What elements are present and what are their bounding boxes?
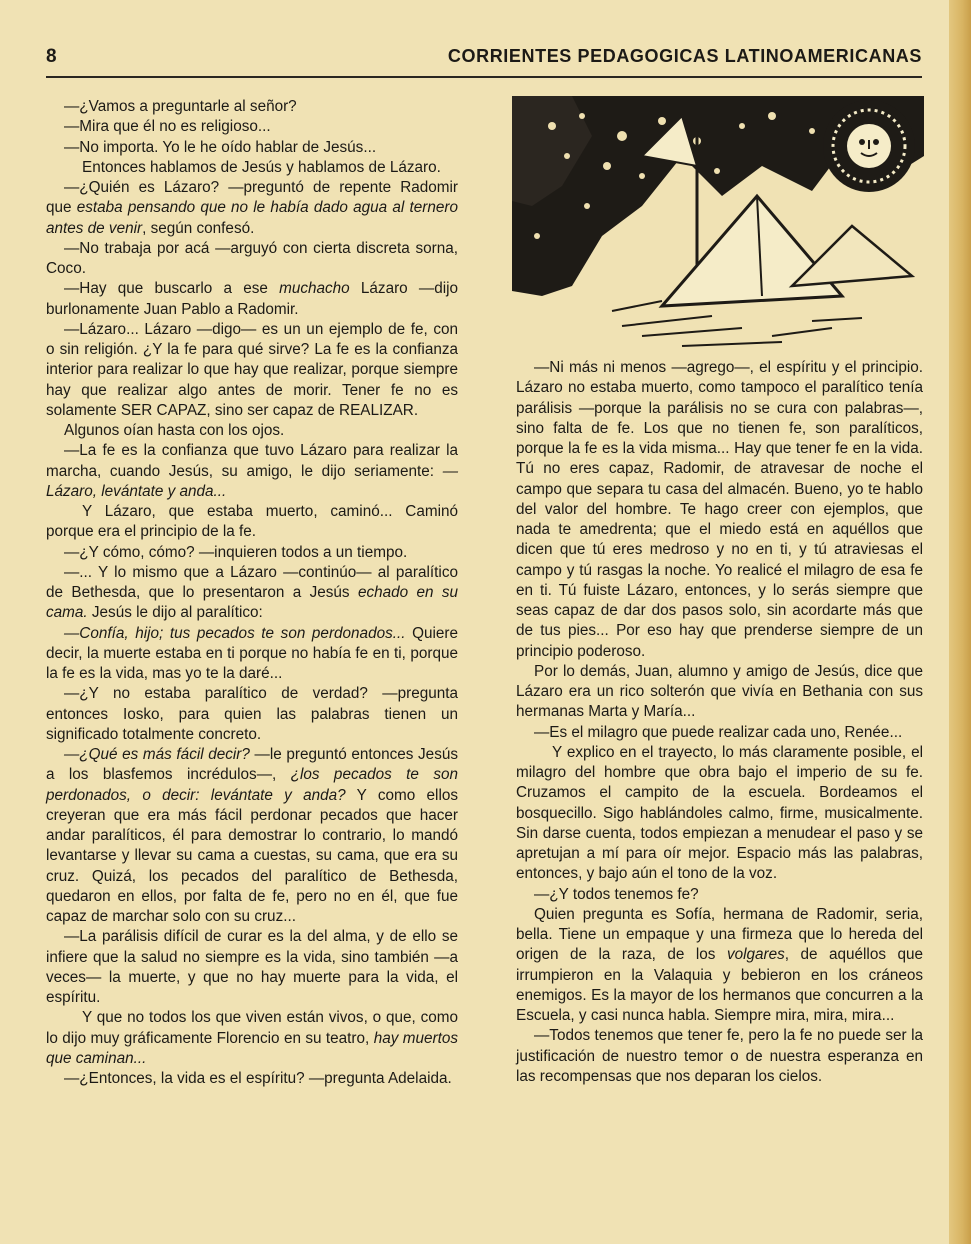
paragraph bbox=[46, 502, 458, 543]
text-run: Y Lázaro, que estaba muerto, caminó... Caminó porque era el principio de la fe. bbox=[46, 503, 458, 541]
text-run: Lázaro —dijo burlonamente Juan Pablo a Radomir. bbox=[46, 280, 459, 318]
text-run: —... Y lo mismo que a Lázaro —continúo— al paralítico de Bethesda, que lo presentaron a Jesús bbox=[46, 563, 458, 601]
italic-text: volgares bbox=[726, 946, 785, 964]
text-run: Y como ellos creyeran que era más fácil perdonar pecados que hacer andar paralíticos, él para demostrar lo contrario, lo mandó levantarse y llevar su cama a cuestas, su cama, que era su cruz. Quizá, los pecados del paralítico de Bethesda, quedaron en ellos, por falta de fe, pero no en él, que fue capaz de marchar solo con su cruz... bbox=[46, 786, 458, 925]
paragraph bbox=[46, 117, 458, 137]
text-run: —Mira que él no es religioso... bbox=[64, 118, 271, 136]
text-run: Por lo demás, Juan, alumno y amigo de Jesús, dice que Lázaro era un rico solterón que vivía en Bethania con sus hermanas Marta y María... bbox=[516, 662, 923, 721]
running-title: CORRIENTES PEDAGOGICAS LATINOAMERICANAS bbox=[447, 46, 922, 66]
text-run: —le preguntó entonces Jesús a los blasfemos incrédulos—, bbox=[46, 746, 458, 784]
paragraph bbox=[516, 723, 923, 743]
text-run: —La fe es la confianza que tuvo Lázaro para realizar la marcha, cuando Jesús, su amigo, le dijo seriamente: bbox=[46, 442, 458, 480]
italic-text: ¿los pecados te son perdonados, o decir: levántate y anda? bbox=[46, 766, 458, 804]
text-run: —No trabaja por acá —arguyó con cierta discreta sorna, Coco. bbox=[46, 239, 458, 277]
text-run: —¿Vamos a preguntarle al señor? bbox=[64, 98, 297, 115]
paragraph bbox=[46, 178, 458, 239]
text-run: —Todos tenemos que tener fe, pero la fe no puede ser la justificación de nuestro temor o de nuestra esperanza en las recompensas que nos deparan los cielos. bbox=[516, 1027, 923, 1085]
italic-text: estaba pensando que no le había dado agua al ternero antes de venir bbox=[46, 199, 458, 237]
paragraph bbox=[516, 1026, 923, 1087]
text-run: —No importa. Yo le he oído hablar de Jesús... bbox=[64, 138, 377, 156]
text-run: Y explico en el trayecto, lo más claramente posible, el milagro del hombre que obra bajo el imperio de su fe. Cruzamos el campito de la escuela. Bordeamos el bosquecillo. Sigo hablándoles calmo, firme, musicalmente. Sin darse cuenta, todos empiezan a menudear el paso y se apretujan a mí para oír mejor. Espacio más las palabras, entonces, y bajo aún el tono de la voz. bbox=[516, 743, 923, 883]
italic-text: echado en su cama. bbox=[46, 584, 459, 622]
text-run: Entonces hablamos de Jesús y hablamos de Lázaro. bbox=[82, 158, 441, 176]
text-run: —Es el milagro que puede realizar cada uno, Renée... bbox=[534, 723, 903, 741]
page-number: 8 bbox=[46, 46, 57, 67]
paragraph bbox=[46, 320, 458, 421]
paragraph bbox=[516, 358, 923, 662]
paragraph bbox=[516, 662, 923, 723]
italic-text: —Confía, hijo; tus pecados te son perdonados... bbox=[64, 624, 406, 642]
text-run: —Lázaro... Lázaro —digo— es un un ejemplo de fe, con o sin religión. ¿Y la fe para qué sirve? La fe es la confianza interior para realizar lo que hay que realizar, porque siempre hay que realizar algo antes de morir. Tener fe no es solamente SER CAPAZ, sino ser capaz de REALIZAR. bbox=[46, 320, 458, 419]
text-run: —¿Quién es Lázaro? —preguntó de repente Radomir que bbox=[46, 179, 458, 217]
text-run: , según confesó. bbox=[142, 219, 255, 237]
text-run: Y que no todos los que viven están vivos, o que, como lo dijo muy gráficamente Florencio en su teatro, bbox=[46, 1009, 458, 1047]
text-run: Algunos oían hasta con los ojos. bbox=[64, 422, 285, 439]
paragraph bbox=[46, 138, 458, 158]
paragraph bbox=[516, 905, 923, 1027]
text-run: Quien pregunta es Sofía, hermana de Radomir, seria, bella. Tiene un empaque y una firmeza que lo hereda del origen de la raza, de los bbox=[516, 905, 923, 964]
text-run: Jesús le dijo al paralítico: bbox=[87, 604, 263, 622]
text-run: —La parálisis difícil de curar es la del alma, y de ello se infiere que la salud no siempre es la vida, sino también —a veces— la muerte, y que no hay muerte para la vida, el espíritu. bbox=[46, 928, 458, 1006]
italic-text: hay muertos que caminan... bbox=[46, 1029, 459, 1067]
right-text-column bbox=[516, 358, 923, 1087]
page-header bbox=[46, 46, 922, 76]
paragraph bbox=[46, 158, 458, 178]
paragraph bbox=[46, 441, 458, 502]
paragraph bbox=[46, 563, 458, 624]
page-edge bbox=[949, 0, 971, 1244]
woodcut-sun-and-tents-icon bbox=[512, 96, 924, 354]
italic-text: muchacho bbox=[279, 280, 350, 298]
paragraph bbox=[46, 543, 458, 563]
paragraph bbox=[46, 745, 458, 927]
paragraph bbox=[46, 1069, 458, 1089]
paragraph bbox=[46, 624, 458, 685]
paragraph bbox=[46, 97, 458, 117]
left-text-column bbox=[46, 97, 458, 1089]
text-run: —Ni más ni menos —agrego—, el espíritu y el principio. Lázaro no estaba muerto, como tampoco el paralítico tenía parálisis —porque la parálisis no se cura con palabras—, sino falta de fe. Los que no tienen fe, son paralíticos, porque la fe es la vida misma... Hay que tener fe en la vida. Tú no eres capaz, Radomir, de atravesar de noche el campo que separa tu casa del almacén. Bueno, yo te hablo del valor del hombre. Te hago creer con ejemplos, que nada te amedrenta; que el miedo está en aquéllos que dicen que tú eres medroso y no en ti, y tú atraviesas el campo y tú rasgas la noche. Yo realicé el milagro de esa fe en ti. Tú fuiste Lázaro, entonces, y lo serás siempre que seas capaz de dar dos pasos solo, sin acordarte más que de tus pies... Por eso hay que prenderse siempre de un principio poderoso. bbox=[516, 359, 923, 660]
paragraph bbox=[46, 279, 458, 320]
paragraph bbox=[46, 684, 458, 745]
text-run: Quiere decir, la muerte estaba en ti porque no había fe en ti, porque la fe es la vida, mas yo te la daré... bbox=[46, 624, 458, 682]
text-run: —¿Entonces, la vida es el espíritu? —pregunta Adelaida. bbox=[64, 1070, 452, 1087]
text-run: —Hay que buscarlo a ese bbox=[64, 280, 280, 298]
italic-text: —¿Qué es más fácil decir? bbox=[64, 746, 250, 763]
paragraph bbox=[516, 885, 923, 905]
text-run: , de aquéllos que irrumpieron en la Valaquia y bebieron en los cráneos enemigos. Es la mayor de los hermanos que concurren a la Escuela, y casi nunca habla. Siempre mira, mira, mira... bbox=[516, 946, 923, 1024]
paragraph bbox=[46, 239, 458, 280]
header-rule bbox=[46, 76, 922, 78]
paragraph bbox=[46, 927, 458, 1008]
text-run: —¿Y todos tenemos fe? bbox=[534, 885, 699, 903]
text-run: —¿Y no estaba paralítico de verdad? —pregunta entonces Iosko, para quien las palabras tienen un significado totalmente concreto. bbox=[46, 685, 458, 743]
italic-text: —Lázaro, levántate y anda... bbox=[46, 462, 458, 500]
text-run: —¿Y cómo, cómo? —inquieren todos a un tiempo. bbox=[64, 543, 408, 561]
paragraph bbox=[516, 743, 923, 885]
paragraph bbox=[46, 421, 458, 441]
paragraph bbox=[46, 1008, 458, 1069]
